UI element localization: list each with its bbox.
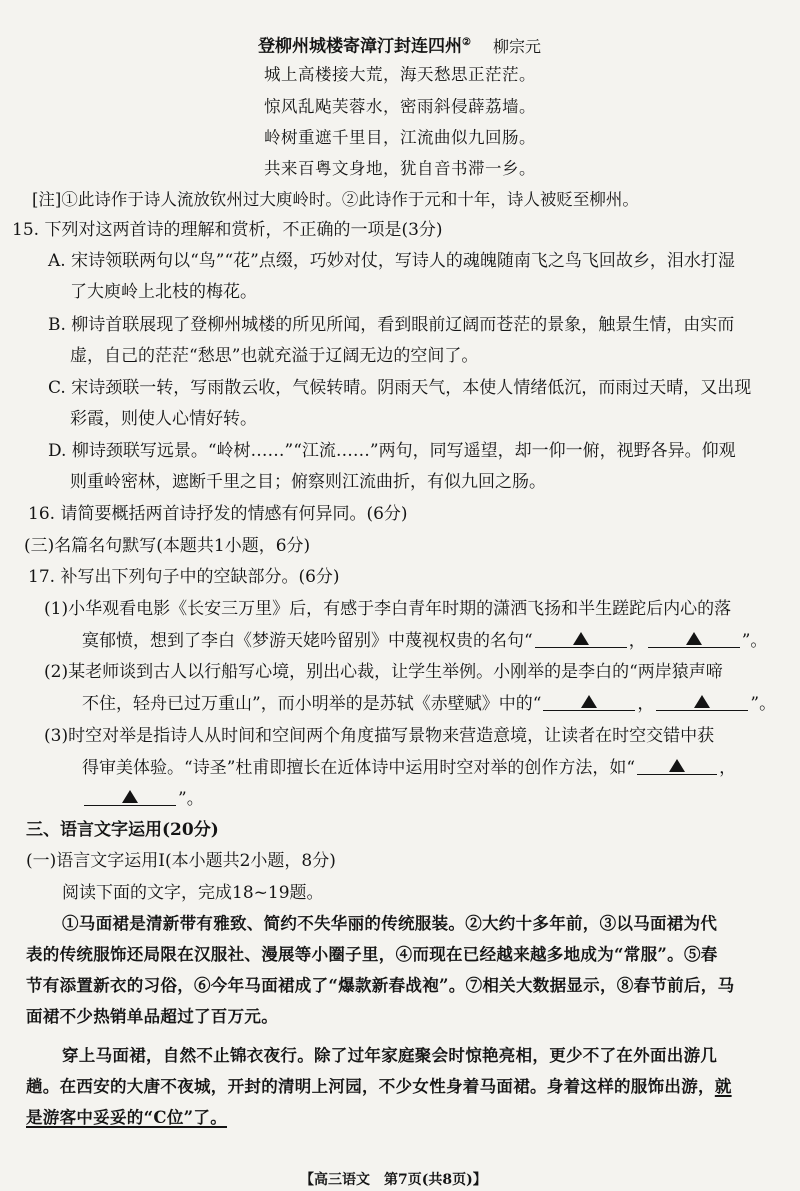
q15-option-d-cont: 则重岭密林，遮断千里之目；俯察则江流曲折，有似九回之肠。 — [70, 472, 546, 492]
answer-blank[interactable] — [637, 756, 717, 775]
underlined-text: 就 — [714, 1077, 732, 1096]
q17-part3-cont — [82, 756, 736, 779]
poem-title-text: 登柳州城楼寄漳汀封连四州 — [258, 36, 462, 57]
poem-line: 城上高楼接大荒，海天愁思正茫茫。 — [264, 65, 536, 84]
q17-part2: (2)某老师谈到古人以行船写心境，别出心裁，让学生举例。小刚举的是李白的“两岸猿声啼 — [44, 662, 723, 682]
triangle-marker-icon — [573, 632, 589, 645]
instruction: 阅读下面的文字，完成18~19题。 — [62, 883, 324, 903]
poem-line: 惊风乱飐芙蓉水，密雨斜侵薜荔墙。 — [264, 97, 536, 116]
q15-option-a: A. 宋诗领联两句以“鸟”“花”点缀，巧妙对仗，写诗人的魂魄随南飞之鸟飞回故乡，泪水打湿 — [48, 251, 735, 271]
passage-line — [26, 1107, 227, 1129]
question-16: 16. 请简要概括两首诗抒发的情感有何异同。(6分) — [28, 504, 408, 524]
answer-blank[interactable] — [84, 787, 176, 806]
q17-part1: (1)小华观看电影《长安三万里》后，有感于李白青年时期的潇洒飞扬和半生蹉跎后内心的落 — [44, 599, 732, 619]
q15-option-c-cont: 彩霞，则使人心情好转。 — [70, 409, 257, 429]
q15-option-d: D. 柳诗颈联写远景。“岭树……”“江流……”两句，同写遥望，却一仰一俯，视野各异。仰观 — [48, 441, 736, 461]
poem-author: 柳宗元 — [492, 36, 541, 56]
q17-part1-text: 寞郁愤，想到了李白《梦游天姥吟留别》中蔑视权贵的名句“ — [82, 631, 533, 651]
passage-line — [26, 1076, 732, 1098]
passage-line: 面裙不少热销单品超过了百万元。 — [26, 1007, 278, 1026]
q17-part1-cont — [82, 629, 767, 652]
passage-text: 趟。在西安的大唐不夜城，开封的清明上河园，不少女性身着马面裙。身着这样的服饰出游， — [26, 1077, 715, 1096]
poem-annotation: [注]①此诗作于诗人流放钦州过大庾岭时。②此诗作于元和十年，诗人被贬至柳州。 — [32, 190, 639, 209]
answer-blank[interactable] — [535, 629, 627, 648]
triangle-marker-icon — [581, 695, 597, 708]
passage-line: 穿上马面裙，自然不止锦衣夜行。除了过年家庭聚会时惊艳亮相，更少不了在外面出游几 — [62, 1046, 718, 1065]
poem-line: 岭树重遮千里目，江流曲似九回肠。 — [264, 128, 536, 147]
question-17-stem: 17. 补写出下列句子中的空缺部分。(6分) — [28, 567, 340, 587]
comma: ， — [637, 694, 655, 714]
triangle-marker-icon — [669, 759, 685, 772]
q15-option-a-cont: 了大庾岭上北枝的梅花。 — [70, 282, 257, 302]
q17-part2-cont — [82, 692, 776, 715]
close-quote: ”。 — [178, 789, 204, 809]
page-footer: 【高三语文 第7页(共8页)】 — [300, 1172, 487, 1188]
passage-line: ①马面裙是清新带有雅致、简约不失华丽的传统服装。②大约十多年前，③以马面裙为代 — [62, 914, 718, 933]
section-heading: (三)名篇名句默写(本题共1小题，6分) — [24, 536, 311, 556]
triangle-marker-icon — [694, 695, 710, 708]
comma: ， — [719, 758, 737, 778]
question-15-stem: 15. 下列对这两首诗的理解和赏析，不正确的一项是(3分) — [12, 220, 443, 240]
part-heading: 三、语言文字运用(20分) — [26, 820, 219, 840]
triangle-marker-icon — [686, 632, 702, 645]
q15-option-b: B. 柳诗首联展现了登柳州城楼的所见所闻，看到眼前辽阔而苍茫的景象，触景生情，由实而 — [48, 315, 735, 335]
q15-option-c: C. 宋诗颈联一转，写雨散云收，气候转晴。阴雨天气，本使人情绪低沉，而雨过天晴，又出现 — [48, 378, 752, 398]
comma: ， — [628, 631, 646, 651]
q17-part3: (3)时空对举是指诗人从时间和空间两个角度描写景物来营造意境，让读者在时空交错中获 — [44, 726, 715, 746]
answer-blank[interactable] — [656, 692, 748, 711]
triangle-marker-icon — [122, 790, 138, 803]
poem-line: 共来百粤文身地，犹自音书滞一乡。 — [264, 159, 536, 178]
passage-line: 节有添置新衣的习俗，⑥今年马面裙成了“爆款新春战袍”。⑦相关大数据显示，⑧春节前后，马 — [26, 976, 735, 995]
underlined-text: 是游客中妥妥的“C位”了。 — [26, 1108, 228, 1127]
passage-line: 表的传统服饰还局限在汉服社、漫展等小圈子里，④而现在已经越来越多地成为“常服”。⑤春 — [26, 945, 718, 964]
q17-part3-text: 得审美体验。“诗圣”杜甫即擅长在近体诗中运用时空对举的创作方法，如“ — [82, 758, 636, 778]
q17-part2-text: 不住，轻舟已过万重山”，而小明举的是苏轼《赤壁赋》中的“ — [82, 694, 542, 714]
q17-part3-cont2 — [82, 787, 204, 810]
note-mark: ② — [462, 37, 471, 48]
answer-blank[interactable] — [543, 692, 635, 711]
answer-blank[interactable] — [648, 629, 740, 648]
poem-title — [258, 32, 541, 58]
close-quote: ”。 — [741, 631, 768, 651]
close-quote: ”。 — [750, 694, 777, 714]
sub-heading: (一)语言文字运用Ⅰ(本小题共2小题，8分) — [26, 851, 336, 871]
q15-option-b-cont: 虚，自己的茫茫“愁思”也就充溢于辽阔无边的空间了。 — [70, 346, 479, 366]
